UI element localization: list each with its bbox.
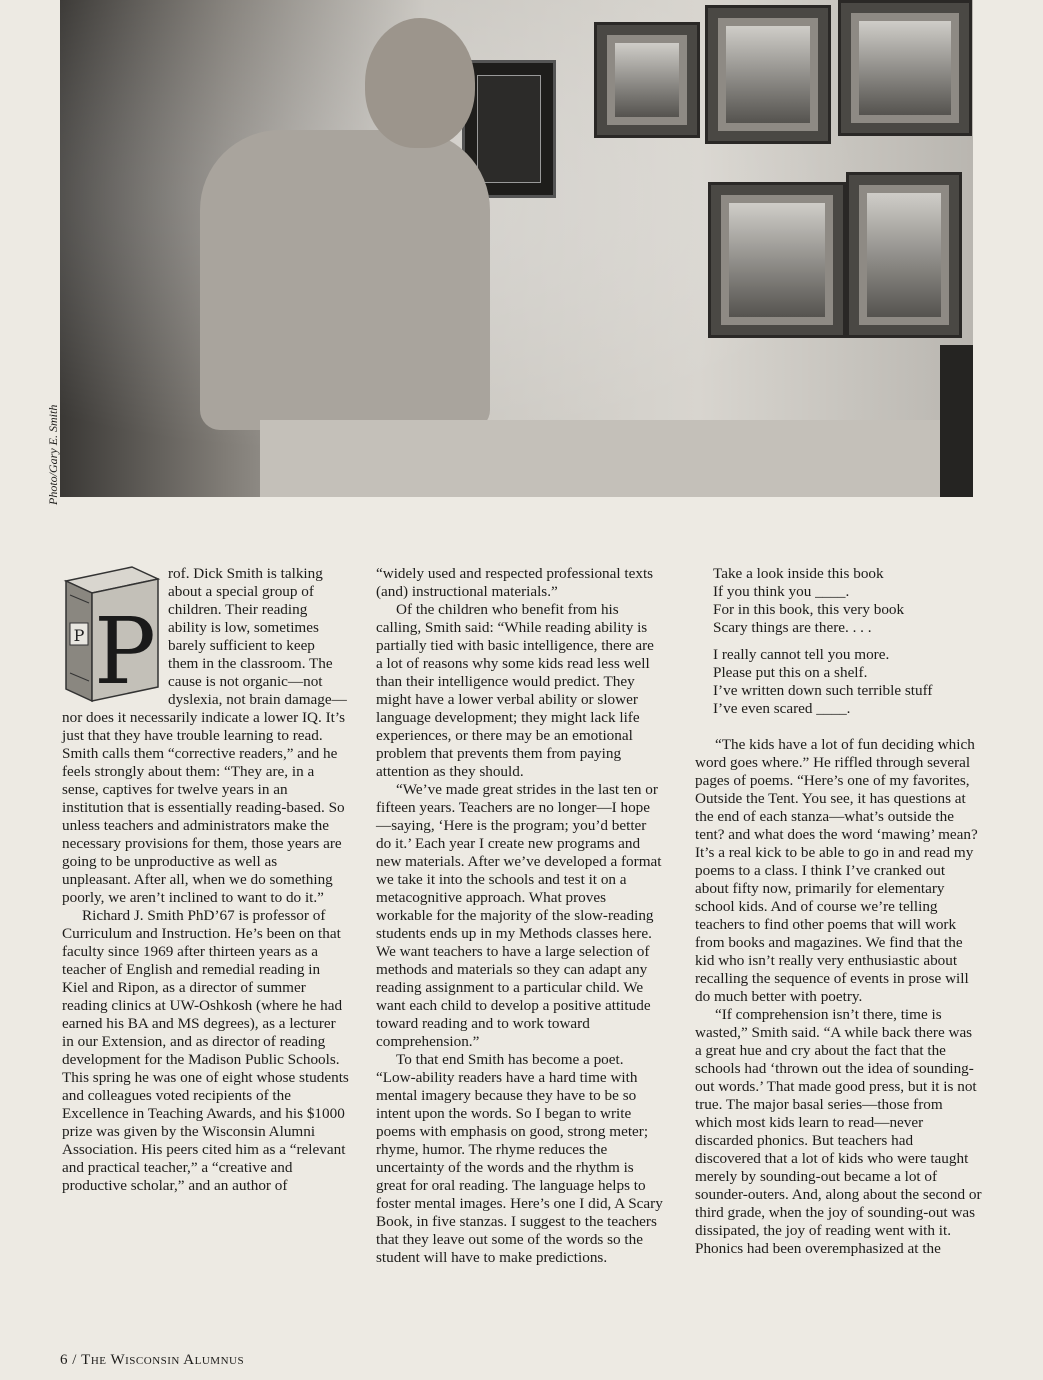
paragraph: “widely used and respected professional texts (and) instructional materials.” <box>376 565 654 600</box>
poem-line: I’ve written down such terrible stuff <box>713 682 933 699</box>
article-column-2 <box>376 565 663 1267</box>
person-head <box>365 18 475 148</box>
page-footer <box>60 1352 244 1369</box>
poem <box>713 565 982 718</box>
article-column-3 <box>695 565 982 1258</box>
paragraph: “If comprehension isn’t there, time is wasted,” Smith said. “A while back there was a great hue and cry about the fact that the schools had ‘thrown out the idea of sounding-out words.’ That made good press, but it is not true. The major basal series—those from which most kids learn to read—never discarded phonics. But teachers had discovered that a lot of kids who were taught merely by sounding-out became a lot of sounder-outers. And, along about the second or third grade, when the joy of sounding-out was dissipated, the joy of reading went with it. Phonics had been overemphasized at the <box>695 1006 982 1257</box>
desk <box>260 420 973 497</box>
poem-line: For in this book, this very book <box>713 601 905 618</box>
poem-line: I really cannot tell you more. <box>713 646 890 663</box>
wall-frame <box>846 172 962 338</box>
paragraph: To that end Smith has become a poet. “Low-ability readers have a hard time with mental imagery because they have to be so intent upon the words. So I began to write poems with emphasis on good, strong meter; rhyme, humor. The rhyme reduces the uncertainty of the words and the rhythm is great for oral reading. The language helps to foster mental images. Here’s one I did, A Scary Book, in five stanzas. I suggest to the teachers that they leave out some of the words so the student will have to make predictions. <box>376 1051 663 1266</box>
footer-separator: / <box>68 1352 82 1368</box>
magazine-name: The Wisconsin Alumnus <box>81 1352 245 1368</box>
dropcap-book-icon <box>62 565 162 703</box>
wall-frame <box>594 22 700 138</box>
photo-credit: Photo/Gary E. Smith <box>46 404 60 505</box>
svg-text:P: P <box>73 626 85 645</box>
person-body <box>200 130 490 430</box>
paragraph: rof. Dick Smith is talking about a special group of children. Their reading ability is low, sometimes barely sufficient to keep them in the classroom. The cause is not organic—not dyslexia, not brain damage—nor does it necessarily indicate a lower IQ. It’s just that they have trouble learning to read. Smith calls them “corrective readers,” and he feels strongly about them: “They are, in a sense, captives for twelve years in an institution that is essentially reading-based. So unless teachers and administrators make the necessary provisions for them, those years are going to be unproductive as well as unpleasant. After all, when we do something poorly, we aren’t inclined to want to do it.” <box>62 565 347 906</box>
page-number: 6 <box>60 1352 68 1368</box>
poem-line: If you think you ____. <box>713 583 850 600</box>
article-photo <box>60 0 973 497</box>
article-column-1 <box>62 565 349 1195</box>
paragraph: Of the children who benefit from his calling, Smith said: “While reading ability is partially tied with basic intelligence, there are a lot of reasons why some kids read less well than their intelligence would predict. They might have a lower verbal ability or slower language development; they might lack life experiences, or there may be an emotional problem that prevents them from paying attention as they should. <box>376 601 654 780</box>
wall-frame <box>705 5 831 144</box>
poem-line: I’ve even scared ____. <box>713 700 851 717</box>
cabinet <box>940 345 973 497</box>
wall-frame <box>708 182 846 338</box>
paragraph: Richard J. Smith PhD’67 is professor of Curriculum and Instruction. He’s been on that faculty since 1969 after thirteen years as a teacher of English and remedial reading in Kiel and Ripon, as a director of summer reading clinics at UW-Oshkosh (where he had earned his BA and MS degrees), as a lecturer in our Extension, and as director of reading development for the Madison Public Schools. This spring he was one of eight whose students and colleagues voted recipients of the Excellence in Teaching Awards, and his $1000 prize was given by the Wisconsin Alumni Association. His peers cited him as a “relevant and practical teacher,” a “creative and productive scholar,” and an author of <box>62 907 349 1194</box>
poem-line: Scary things are there. . . . <box>713 619 872 636</box>
wall-frame <box>838 0 972 136</box>
poem-line: Please put this on a shelf. <box>713 664 868 681</box>
paragraph: “The kids have a lot of fun deciding which word goes where.” He riffled through several pages of poems. “Here’s one of my favorites, Outside the Tent. You see, it has questions at the end of each stanza—what’s outside the tent? and what does the word ‘mawing’ mean? It’s a real kick to be able to go in and read my poems to a class. I think I’ve cranked out about fifty now, primarily for elementary school kids. And of course we’re telling teachers to find other poems that will work from books and magazines. We find that the kid who isn’t really very enthusiastic about recalling the sequence of events in prose will do much better with poetry. <box>695 736 978 1005</box>
paragraph: “We’ve made great strides in the last ten or fifteen years. Teachers are no longer—I hope—saying, ‘Here is the program; you’d better do it.’ Each year I create new programs and new materials. After we’ve developed a format we take it into the schools and test it on a metacognitive approach. What proves workable for the majority of the slow-reading students ends up in my Methods classes here. We want teachers to have a large selection of methods and materials so they can adapt any reading assignment to a particular child. We want each child to develop a positive attitude toward reading and to work toward comprehension.” <box>376 781 662 1050</box>
svg-text:P: P <box>94 598 156 703</box>
poem-line: Take a look inside this book <box>713 565 884 582</box>
